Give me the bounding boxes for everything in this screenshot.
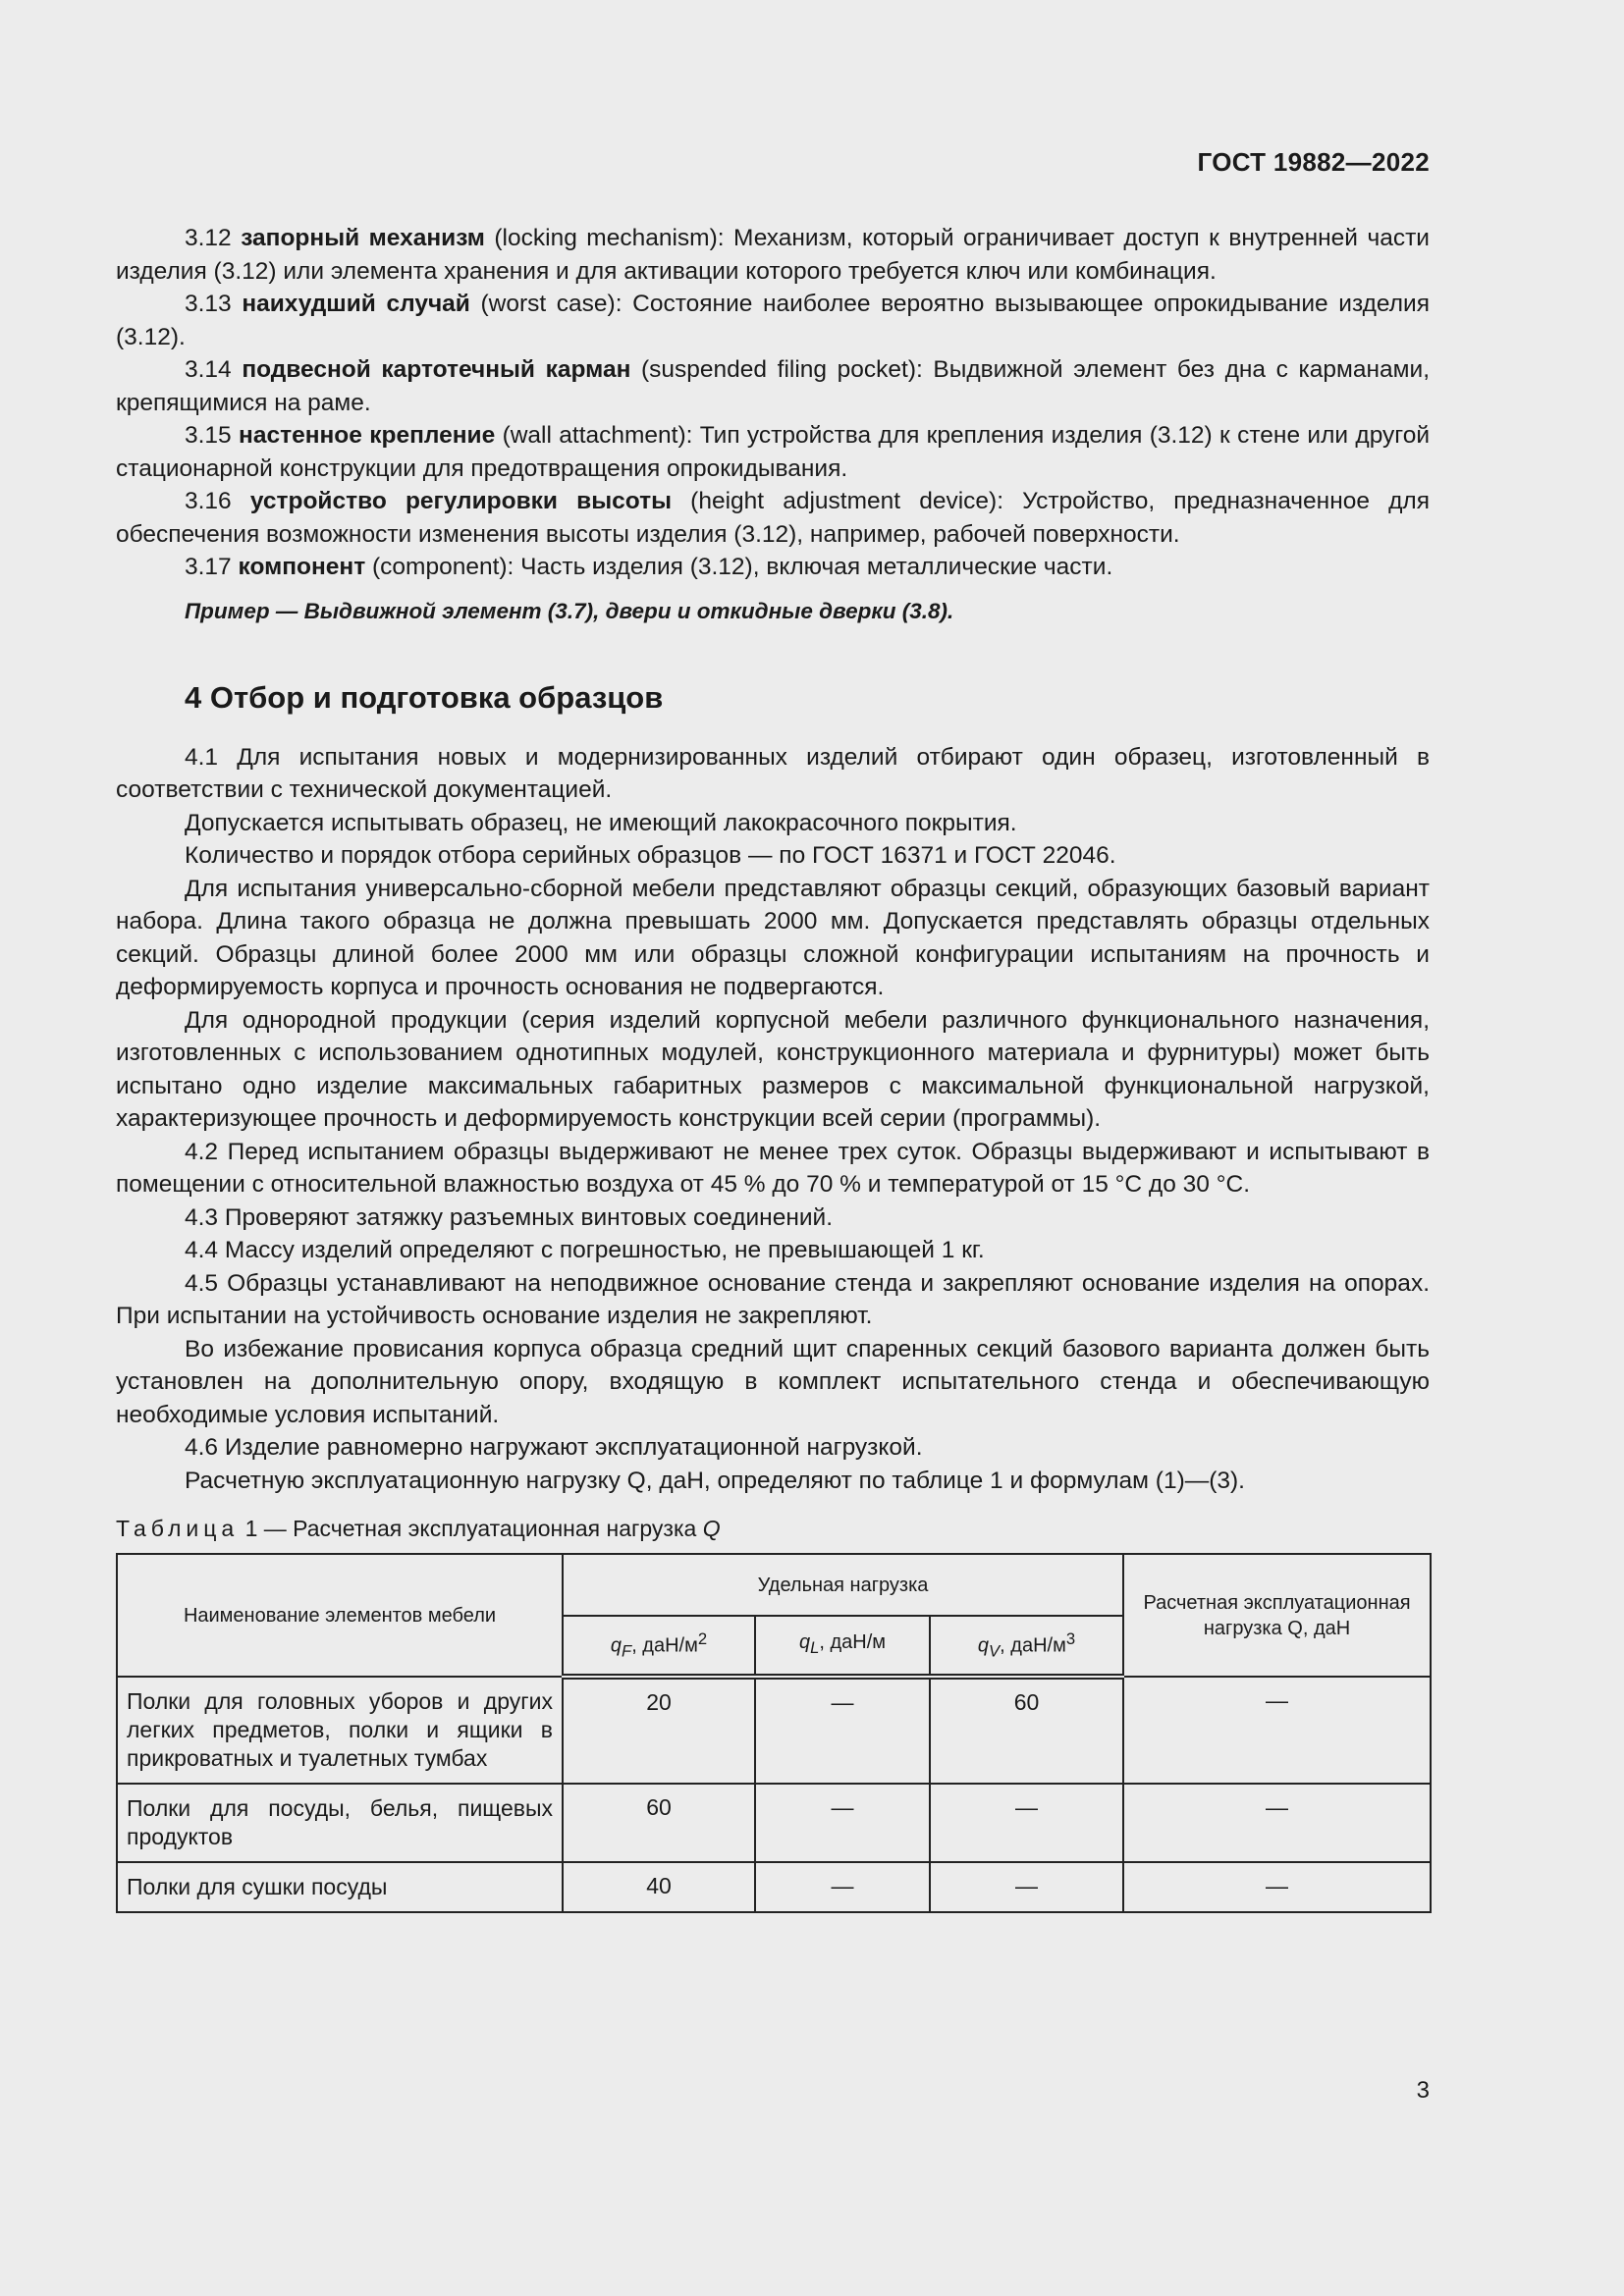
- header-qF: [563, 1616, 755, 1677]
- header-specific-load: Удельная нагрузка: [563, 1554, 1123, 1616]
- cell-qL: —: [755, 1677, 930, 1784]
- header-element-name: Наименование элементов мебели: [117, 1554, 563, 1677]
- paragraph: Количество и порядок отбора серийных образцов — по ГОСТ 16371 и ГОСТ 22046.: [185, 842, 1116, 869]
- clause-number: 3.14: [185, 356, 232, 383]
- cell-qV: —: [930, 1862, 1123, 1912]
- terms-section: [116, 222, 1430, 627]
- cell-element-name: Полки для сушки посуды: [117, 1862, 563, 1912]
- symbol: q: [798, 1631, 811, 1653]
- clause-3-15: [116, 419, 1430, 485]
- superscript: 3: [1065, 1629, 1076, 1648]
- cell-qV: 60: [930, 1677, 1123, 1784]
- clause-3-13: [116, 288, 1430, 353]
- clause-term: компонент: [238, 554, 366, 580]
- table-caption-symbol: Q: [702, 1516, 721, 1541]
- cell-qL: —: [755, 1862, 930, 1912]
- example-note: Пример — Выдвижной элемент (3.7), двери и откидные дверки (3.8).: [185, 598, 954, 623]
- paragraph: 4.4 Массу изделий определяют с погрешностью, не превышающей 1 кг.: [185, 1237, 985, 1263]
- cell-qF: 40: [563, 1862, 755, 1912]
- unit: , даН/м: [819, 1631, 887, 1653]
- paragraph: 4.2 Перед испытанием образцы выдерживают не менее трех суток. Образцы выдерживают и испытывают в помещении с относительной влажностью воздуха от 45 % до 70 % и температурой от 15 °С до 30 °С.: [116, 1138, 1430, 1198]
- table-caption-label: Таблица: [116, 1516, 240, 1541]
- cell-qF: 20: [563, 1677, 755, 1784]
- clause-definition: (locking mechanism): Механизм, который ограничивает доступ к внутренней части изделия (3.12) или элемента хранения и для активации которого требуется ключ или комбинация.: [116, 225, 1430, 285]
- clause-3-16: [116, 485, 1430, 551]
- paragraph: Для однородной продукции (серия изделий корпусной мебели различного функционального назначения, изготовленных с использованием однотипных модулей, конструкционного материала и фурнитуры) может быть испытано одно изделие максимальных габаритных размеров с максимальной функциональной нагрузкой, характеризующее прочность и деформируемость конструкции всей серии (программы).: [116, 1006, 1430, 1132]
- clause-term: наихудший случай: [242, 291, 470, 317]
- symbol: q: [977, 1634, 990, 1657]
- paragraph: 4.1 Для испытания новых и модернизированных изделий отбирают один образец, изготовленный в соответствии с технической документацией.: [116, 743, 1430, 803]
- unit: , даН/м: [1000, 1634, 1066, 1657]
- cell-qF: 60: [563, 1784, 755, 1862]
- clause-term: настенное крепление: [239, 422, 496, 449]
- table-row: [117, 1784, 1431, 1862]
- clause-definition: (height adjustment device): Устройство, предназначенное для обеспечения возможности изменения высоты изделия (3.12), например, рабочей поверхности.: [116, 488, 1430, 548]
- table-row: [117, 1677, 1431, 1784]
- load-table: [116, 1553, 1432, 1913]
- clause-number: 3.13: [185, 291, 232, 317]
- clause-3-12: [116, 222, 1430, 288]
- clause-number: 3.12: [185, 225, 232, 251]
- page-number: 3: [1416, 2077, 1430, 2104]
- paragraph: Расчетную эксплуатационную нагрузку Q, даН, определяют по таблице 1 и формулам (1)—(3).: [185, 1467, 1245, 1494]
- subscript: F: [622, 1641, 632, 1661]
- cell-Q: —: [1123, 1784, 1431, 1862]
- clause-definition: (wall attachment): Тип устройства для крепления изделия (3.12) к стене или другой стационарной конструкции для предотвращения опрокидывания.: [116, 422, 1431, 482]
- table-caption-text: 1 — Расчетная эксплуатационная нагрузка: [239, 1516, 703, 1541]
- subscript: L: [810, 1638, 820, 1657]
- unit: , даН/м: [631, 1634, 698, 1657]
- section-4-heading: 4 Отбор и подготовка образцов: [185, 679, 664, 715]
- cell-element-name: Полки для головных уборов и других легких предметов, полки и ящики в прикроватных и туалетных тумбах: [117, 1677, 563, 1784]
- clause-definition: (component): Часть изделия (3.12), включая металлические части.: [365, 554, 1113, 580]
- page-content: [116, 222, 1430, 1913]
- cell-qL: —: [755, 1784, 930, 1862]
- header-calc-load: Расчетная эксплуатационная нагрузка Q, даН: [1123, 1554, 1431, 1677]
- table-caption: [116, 1512, 1430, 1545]
- cell-element-name: Полки для посуды, белья, пищевых продуктов: [117, 1784, 563, 1862]
- paragraph: Для испытания универсально-сборной мебели представляют образцы секций, образующих базовый вариант набора. Длина такого образца не должна превышать 2000 мм. Допускается представлять образцы отдельных секций. Образцы длиной более 2000 мм или образцы сложной конфигурации испытаниям на прочность и деформируемость корпуса и прочность основания не подвергаются.: [116, 875, 1430, 1000]
- table-row: [117, 1862, 1431, 1912]
- header-qL: [755, 1616, 930, 1677]
- paragraph: 4.6 Изделие равномерно нагружают эксплуатационной нагрузкой.: [185, 1434, 923, 1461]
- section-4-body: [116, 741, 1430, 1498]
- cell-Q: —: [1123, 1862, 1431, 1912]
- superscript: 2: [697, 1629, 708, 1648]
- clause-3-14: [116, 353, 1430, 419]
- header-qV: [930, 1616, 1123, 1677]
- clause-3-17: [116, 551, 1430, 584]
- paragraph: 4.5 Образцы устанавливают на неподвижное основание стенда и закрепляют основание изделия на опорах. При испытании на устойчивость основание изделия не закрепляют.: [116, 1269, 1430, 1329]
- clause-number: 3.17: [185, 554, 232, 580]
- paragraph: 4.3 Проверяют затяжку разъемных винтовых соединений.: [185, 1203, 834, 1231]
- clause-definition: (suspended filing pocket): Выдвижной элемент без дна с карманами, крепящимися на раме.: [116, 356, 1431, 416]
- paragraph: Во избежание провисания корпуса образца средний щит спаренных секций базового варианта должен быть установлен на дополнительную опору, входящую в комплект испытательного стенда и обеспечивающую необходимые условия испытаний.: [116, 1335, 1430, 1428]
- cell-qV: —: [930, 1784, 1123, 1862]
- clause-term: подвесной картотечный карман: [242, 356, 631, 383]
- clause-number: 3.16: [185, 488, 232, 514]
- subscript: V: [989, 1641, 1001, 1661]
- document-header: ГОСТ 19882—2022: [1197, 147, 1430, 177]
- clause-term: запорный механизм: [241, 225, 485, 251]
- paragraph: Допускается испытывать образец, не имеющий лакокрасочного покрытия.: [185, 809, 1017, 836]
- clause-definition: (worst case): Состояние наиболее вероятно вызывающее опрокидывание изделия (3.12).: [116, 291, 1430, 350]
- cell-Q: —: [1123, 1677, 1431, 1784]
- clause-term: устройство регулировки высоты: [249, 488, 673, 514]
- clause-number: 3.15: [185, 422, 232, 449]
- symbol: q: [610, 1634, 622, 1657]
